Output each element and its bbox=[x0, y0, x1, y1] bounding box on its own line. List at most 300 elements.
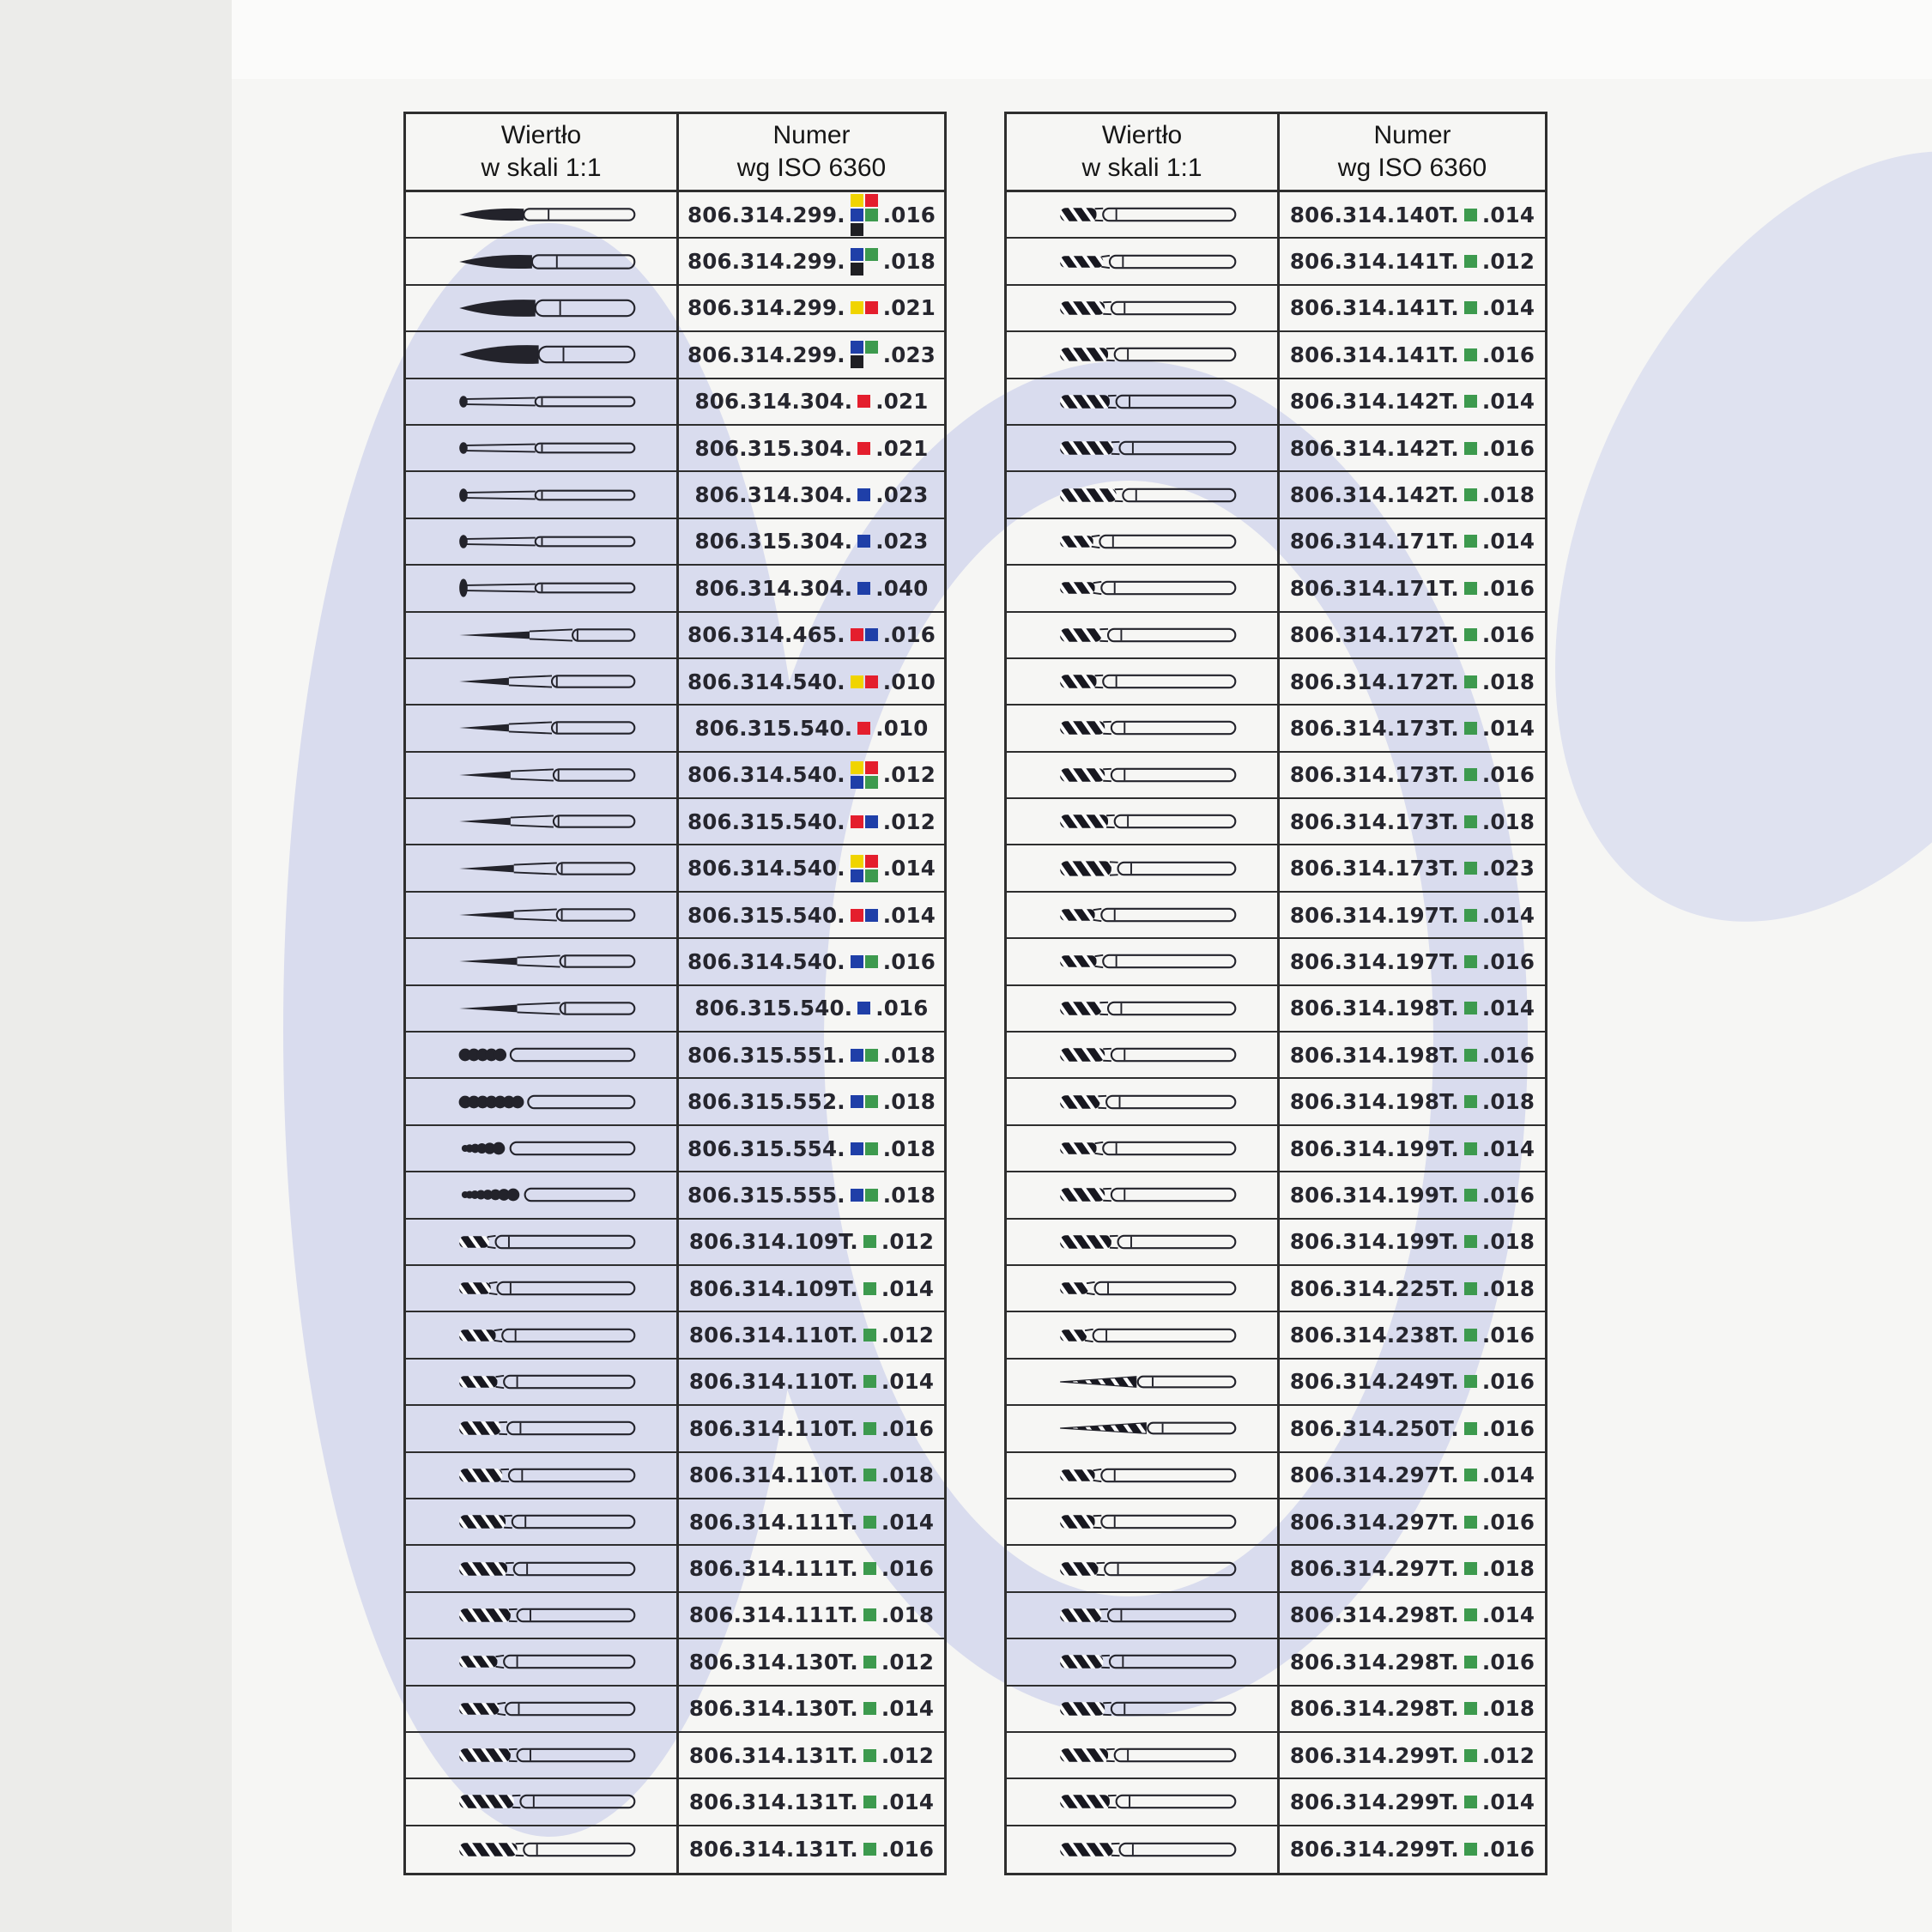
table-row bbox=[1007, 379, 1545, 426]
table-body bbox=[406, 192, 944, 1873]
iso-number-cell bbox=[679, 1312, 944, 1357]
color-square-row bbox=[851, 815, 878, 828]
iso-number-cell bbox=[1280, 519, 1545, 564]
size-value: .018 bbox=[882, 1089, 936, 1115]
table-body bbox=[1007, 192, 1545, 1873]
drill-bit-icon bbox=[1007, 1360, 1277, 1404]
table-row bbox=[1007, 519, 1545, 566]
drill-illustration-cell bbox=[1007, 379, 1280, 424]
color-code-squares bbox=[1464, 1375, 1477, 1388]
green-code-square bbox=[1464, 675, 1477, 688]
color-square-row bbox=[863, 1608, 876, 1621]
table-row bbox=[406, 1453, 944, 1499]
size-value: .018 bbox=[882, 1136, 936, 1161]
iso-number-cell bbox=[679, 472, 944, 517]
drill-illustration-cell bbox=[1007, 753, 1280, 797]
size-value: .012 bbox=[882, 762, 936, 788]
iso-number: 806.314.298T. bbox=[1289, 1649, 1459, 1675]
size-value: .014 bbox=[881, 1369, 935, 1395]
iso-number-cell bbox=[1280, 1593, 1545, 1638]
drill-bit-icon bbox=[406, 1499, 676, 1544]
green-code-square bbox=[863, 1375, 876, 1388]
color-square-row bbox=[1464, 1235, 1477, 1248]
color-square-row bbox=[1464, 722, 1477, 735]
table-row bbox=[1007, 1593, 1545, 1639]
drill-bit-icon bbox=[1007, 893, 1277, 937]
size-value: .016 bbox=[1481, 1182, 1535, 1208]
drill-illustration-cell bbox=[406, 1312, 679, 1357]
drill-bit-icon bbox=[406, 239, 676, 284]
drill-illustration-cell bbox=[1007, 1593, 1280, 1638]
iso-number: 806.314.299. bbox=[687, 202, 845, 227]
color-code-squares bbox=[1464, 1235, 1477, 1248]
size-value: .016 bbox=[1481, 1837, 1535, 1862]
color-square-row bbox=[1464, 348, 1477, 361]
black-code-square bbox=[851, 355, 863, 368]
size-value: .014 bbox=[1481, 902, 1535, 928]
table-row bbox=[1007, 192, 1545, 239]
color-square-row bbox=[851, 1142, 878, 1155]
size-value: .016 bbox=[1481, 342, 1535, 367]
drill-illustration-cell bbox=[1007, 659, 1280, 704]
green-code-square bbox=[1464, 209, 1477, 221]
color-square-row bbox=[851, 955, 878, 968]
iso-number-cell bbox=[1280, 426, 1545, 470]
color-square-row bbox=[851, 341, 878, 354]
green-code-square bbox=[1464, 628, 1477, 641]
size-value: .014 bbox=[1481, 529, 1535, 554]
color-square-row bbox=[857, 442, 870, 455]
drill-illustration-cell bbox=[406, 1126, 679, 1171]
iso-number-cell bbox=[679, 1639, 944, 1684]
color-code-squares bbox=[851, 1049, 878, 1062]
color-code-squares bbox=[851, 815, 878, 828]
blue-code-square bbox=[851, 1049, 863, 1062]
header-line: Wiertło bbox=[1101, 121, 1183, 149]
drill-illustration-cell bbox=[406, 1687, 679, 1731]
size-value: .016 bbox=[1481, 575, 1535, 601]
color-square-row bbox=[1464, 768, 1477, 781]
table-row bbox=[406, 1593, 944, 1639]
color-square-row bbox=[851, 675, 878, 688]
iso-number: 806.314.199T. bbox=[1289, 1229, 1459, 1255]
size-value: .010 bbox=[875, 715, 929, 741]
blue-code-square bbox=[857, 488, 870, 501]
color-square-row bbox=[851, 301, 878, 314]
drill-illustration-cell bbox=[1007, 893, 1280, 937]
color-code-squares bbox=[851, 955, 878, 968]
iso-number: 806.314.109T. bbox=[688, 1275, 858, 1301]
iso-number-cell bbox=[679, 379, 944, 424]
table-row bbox=[1007, 426, 1545, 472]
drill-illustration-cell bbox=[1007, 192, 1280, 237]
iso-number-cell bbox=[1280, 613, 1545, 657]
table-row bbox=[406, 426, 944, 472]
table-row bbox=[1007, 1312, 1545, 1359]
iso-number-cell bbox=[1280, 332, 1545, 377]
color-square-row bbox=[1464, 1562, 1477, 1575]
drill-bit-icon bbox=[406, 1827, 676, 1872]
green-code-square bbox=[865, 1095, 878, 1108]
color-code-squares bbox=[863, 1702, 876, 1715]
color-code-squares bbox=[863, 1656, 876, 1669]
color-square-row bbox=[851, 1189, 878, 1202]
size-value: .012 bbox=[882, 809, 936, 834]
color-code-squares bbox=[1464, 535, 1477, 548]
color-code-squares bbox=[851, 1189, 878, 1202]
drill-bit-icon bbox=[1007, 706, 1277, 750]
color-code-squares bbox=[1464, 1002, 1477, 1014]
table-row bbox=[406, 239, 944, 285]
color-square-row bbox=[1464, 1049, 1477, 1062]
iso-number: 806.314.142T. bbox=[1289, 435, 1459, 461]
iso-number: 806.314.173T. bbox=[1289, 762, 1459, 788]
drill-bit-icon bbox=[1007, 473, 1277, 518]
color-code-squares bbox=[863, 1516, 876, 1529]
color-square-row bbox=[851, 855, 878, 868]
drill-illustration-cell bbox=[406, 845, 679, 890]
color-code-squares bbox=[851, 1142, 878, 1155]
color-code-squares bbox=[1464, 1796, 1477, 1808]
color-square-row bbox=[1464, 1422, 1477, 1435]
color-code-squares bbox=[857, 395, 870, 408]
drill-illustration-cell bbox=[1007, 286, 1280, 330]
drill-illustration-cell bbox=[406, 239, 679, 283]
iso-number: 806.314.250T. bbox=[1289, 1415, 1459, 1441]
iso-number-cell bbox=[679, 239, 944, 283]
table-row bbox=[1007, 1546, 1545, 1592]
drill-bit-icon bbox=[1007, 379, 1277, 424]
color-code-squares bbox=[1464, 1095, 1477, 1108]
drill-illustration-cell bbox=[406, 799, 679, 844]
color-square-row bbox=[1464, 395, 1477, 408]
drill-bit-icon bbox=[406, 1779, 676, 1824]
iso-number: 806.314.299. bbox=[687, 295, 845, 321]
size-value: .012 bbox=[881, 1649, 935, 1675]
table-row bbox=[406, 659, 944, 706]
drill-illustration-cell bbox=[1007, 426, 1280, 470]
color-square-row bbox=[851, 194, 878, 207]
drill-illustration-cell bbox=[406, 1499, 679, 1544]
drill-illustration-cell bbox=[1007, 1360, 1280, 1404]
iso-number: 806.314.225T. bbox=[1289, 1275, 1459, 1301]
drill-bit-icon bbox=[406, 1547, 676, 1591]
table-row bbox=[406, 566, 944, 612]
table-row bbox=[1007, 1220, 1545, 1266]
iso-number-cell bbox=[679, 986, 944, 1031]
color-code-squares bbox=[857, 535, 870, 548]
color-code-squares bbox=[851, 761, 878, 789]
iso-number-cell bbox=[679, 1453, 944, 1498]
iso-number: 806.314.299T. bbox=[1289, 1837, 1459, 1862]
size-value: .018 bbox=[1481, 1089, 1535, 1115]
color-square-row bbox=[1464, 1702, 1477, 1715]
iso-number-cell bbox=[679, 1406, 944, 1451]
color-code-squares bbox=[1464, 1516, 1477, 1529]
iso-number: 806.314.110T. bbox=[688, 1369, 858, 1395]
blue-code-square bbox=[851, 248, 863, 261]
iso-number: 806.314.540. bbox=[687, 856, 845, 881]
green-code-square bbox=[863, 1329, 876, 1341]
table-row bbox=[1007, 472, 1545, 518]
size-value: .018 bbox=[882, 1182, 936, 1208]
iso-number: 806.314.297T. bbox=[1289, 1509, 1459, 1535]
table-row bbox=[406, 939, 944, 985]
green-code-square bbox=[1464, 255, 1477, 268]
size-value: .021 bbox=[875, 389, 929, 415]
color-square-row bbox=[1464, 1329, 1477, 1341]
blue-code-square bbox=[857, 582, 870, 595]
drill-illustration-cell bbox=[1007, 986, 1280, 1031]
drill-illustration-cell bbox=[406, 566, 679, 610]
drill-bit-icon bbox=[1007, 1220, 1277, 1264]
header-line: wg ISO 6360 bbox=[736, 154, 887, 182]
blue-code-square bbox=[851, 776, 863, 789]
table-row bbox=[1007, 893, 1545, 939]
size-value: .014 bbox=[882, 902, 936, 928]
size-value: .014 bbox=[882, 856, 936, 881]
table-row bbox=[406, 893, 944, 939]
size-value: .014 bbox=[1481, 996, 1535, 1021]
table-row bbox=[406, 1546, 944, 1592]
table-row bbox=[406, 1172, 944, 1219]
green-code-square bbox=[1464, 395, 1477, 408]
table-row bbox=[1007, 1033, 1545, 1079]
red-code-square bbox=[865, 675, 878, 688]
iso-number: 806.314.110T. bbox=[688, 1415, 858, 1441]
blue-code-square bbox=[857, 1002, 870, 1014]
color-square-row bbox=[863, 1656, 876, 1669]
color-code-squares bbox=[1464, 1142, 1477, 1155]
green-code-square bbox=[1464, 1749, 1477, 1762]
drill-bit-icon bbox=[1007, 332, 1277, 377]
blue-code-square bbox=[851, 955, 863, 968]
iso-number: 806.314.298T. bbox=[1289, 1602, 1459, 1628]
color-square-row bbox=[857, 1002, 870, 1014]
drill-illustration-cell bbox=[406, 519, 679, 564]
iso-number-cell bbox=[1280, 192, 1545, 237]
color-code-squares bbox=[1464, 909, 1477, 922]
iso-number-cell bbox=[679, 1033, 944, 1077]
iso-number-cell bbox=[1280, 1312, 1545, 1357]
red-code-square bbox=[857, 722, 870, 735]
drill-bit-icon bbox=[1007, 613, 1277, 657]
drill-bit-icon bbox=[406, 659, 676, 704]
color-code-squares bbox=[1464, 1608, 1477, 1621]
table-row bbox=[1007, 1172, 1545, 1219]
table-row bbox=[406, 1687, 944, 1733]
table-row bbox=[1007, 845, 1545, 892]
blue-code-square bbox=[851, 1142, 863, 1155]
color-square-row bbox=[851, 355, 878, 368]
iso-number-cell bbox=[1280, 286, 1545, 330]
drill-illustration-cell bbox=[406, 1172, 679, 1217]
table-row bbox=[406, 1220, 944, 1266]
color-code-squares bbox=[857, 722, 870, 735]
table-row bbox=[406, 379, 944, 426]
column-header-number bbox=[679, 114, 944, 190]
color-code-squares bbox=[1464, 722, 1477, 735]
drill-illustration-cell bbox=[1007, 613, 1280, 657]
color-square-row bbox=[1464, 209, 1477, 221]
red-code-square bbox=[851, 815, 863, 828]
red-code-square bbox=[865, 855, 878, 868]
iso-number-cell bbox=[1280, 1687, 1545, 1731]
color-code-squares bbox=[863, 1562, 876, 1575]
yellow-code-square bbox=[851, 301, 863, 314]
drill-illustration-cell bbox=[1007, 1499, 1280, 1544]
black-code-square bbox=[851, 223, 863, 236]
size-value: .012 bbox=[881, 1323, 935, 1348]
drill-bit-icon bbox=[406, 519, 676, 564]
iso-number-cell bbox=[679, 1172, 944, 1217]
green-code-square bbox=[1464, 1002, 1477, 1014]
green-code-square bbox=[1464, 1189, 1477, 1202]
iso-number-cell bbox=[1280, 939, 1545, 984]
drill-illustration-cell bbox=[406, 613, 679, 657]
drill-bit-icon bbox=[406, 986, 676, 1031]
header-line: Numer bbox=[1373, 121, 1451, 149]
size-value: .014 bbox=[1481, 1136, 1535, 1161]
color-square-row bbox=[1464, 675, 1477, 688]
size-value: .018 bbox=[881, 1602, 935, 1628]
color-code-squares bbox=[1464, 675, 1477, 688]
size-value: .016 bbox=[1481, 1415, 1535, 1441]
size-value: .014 bbox=[881, 1789, 935, 1814]
iso-number-cell bbox=[1280, 379, 1545, 424]
iso-number: 806.314.540. bbox=[687, 948, 845, 974]
drill-bit-icon bbox=[406, 846, 676, 891]
table-row bbox=[406, 1360, 944, 1406]
iso-number-cell bbox=[679, 1687, 944, 1731]
drill-bit-icon bbox=[1007, 1266, 1277, 1311]
green-code-square bbox=[1464, 1095, 1477, 1108]
iso-number-cell bbox=[679, 519, 944, 564]
color-code-squares bbox=[857, 582, 870, 595]
column-header-drill bbox=[1007, 114, 1280, 190]
size-value: .023 bbox=[882, 342, 936, 367]
color-code-squares bbox=[863, 1469, 876, 1481]
column-header-drill bbox=[406, 114, 679, 190]
blue-code-square bbox=[851, 1095, 863, 1108]
color-square-row bbox=[1464, 1002, 1477, 1014]
color-code-squares bbox=[851, 248, 878, 276]
iso-number-cell bbox=[1280, 1220, 1545, 1264]
color-code-squares bbox=[1464, 955, 1477, 968]
table-row bbox=[406, 845, 944, 892]
green-code-square bbox=[863, 1562, 876, 1575]
drill-illustration-cell bbox=[406, 1779, 679, 1824]
size-value: .016 bbox=[881, 1415, 935, 1441]
iso-number: 806.314.299T. bbox=[1289, 1742, 1459, 1768]
iso-number: 806.314.299. bbox=[687, 249, 845, 275]
drill-illustration-cell bbox=[1007, 1826, 1280, 1873]
table-row bbox=[406, 1639, 944, 1686]
table-row bbox=[1007, 1079, 1545, 1125]
color-code-squares bbox=[863, 1796, 876, 1808]
size-value: .012 bbox=[1481, 249, 1535, 275]
size-value: .016 bbox=[882, 202, 936, 227]
size-value: .016 bbox=[1481, 948, 1535, 974]
table-header-row bbox=[1007, 114, 1545, 192]
green-code-square bbox=[1464, 955, 1477, 968]
iso-number-cell bbox=[1280, 1126, 1545, 1171]
green-code-square bbox=[1464, 1702, 1477, 1715]
green-code-square bbox=[863, 1702, 876, 1715]
iso-number: 806.314.540. bbox=[687, 669, 845, 694]
drill-bit-icon bbox=[1007, 1733, 1277, 1778]
color-square-row bbox=[863, 1702, 876, 1715]
color-square-row bbox=[863, 1843, 876, 1856]
iso-number: 806.314.173T. bbox=[1289, 856, 1459, 881]
green-code-square bbox=[863, 1796, 876, 1808]
drill-illustration-cell bbox=[1007, 799, 1280, 844]
table-row bbox=[406, 1826, 944, 1873]
green-code-square bbox=[1464, 1516, 1477, 1529]
green-code-square bbox=[1464, 1282, 1477, 1295]
iso-number: 806.314.109T. bbox=[688, 1229, 858, 1255]
iso-number: 806.314.238T. bbox=[1289, 1323, 1459, 1348]
drill-illustration-cell bbox=[1007, 1033, 1280, 1077]
iso-number-cell bbox=[1280, 799, 1545, 844]
drill-illustration-cell bbox=[1007, 472, 1280, 517]
iso-number-cell bbox=[1280, 1779, 1545, 1824]
color-code-squares bbox=[1464, 1282, 1477, 1295]
color-code-squares bbox=[857, 1002, 870, 1014]
column-header-number bbox=[1280, 114, 1545, 190]
table-row bbox=[406, 1406, 944, 1452]
size-value: .018 bbox=[1481, 1696, 1535, 1722]
size-value: .023 bbox=[1481, 856, 1535, 881]
size-value: .018 bbox=[1481, 1229, 1535, 1255]
table-row bbox=[1007, 1266, 1545, 1312]
iso-number: 806.314.198T. bbox=[1289, 996, 1459, 1021]
header-line: w skali 1:1 bbox=[1081, 154, 1202, 182]
iso-number: 806.314.131T. bbox=[688, 1837, 858, 1862]
iso-number: 806.314.141T. bbox=[1289, 249, 1459, 275]
size-value: .016 bbox=[1481, 622, 1535, 648]
table-row bbox=[1007, 613, 1545, 659]
iso-number: 806.314.198T. bbox=[1289, 1089, 1459, 1115]
size-value: .016 bbox=[1481, 1369, 1535, 1395]
drill-illustration-cell bbox=[1007, 519, 1280, 564]
size-value: .012 bbox=[881, 1229, 935, 1255]
green-code-square bbox=[865, 776, 878, 789]
color-square-row bbox=[1464, 1142, 1477, 1155]
color-code-squares bbox=[863, 1608, 876, 1621]
drill-illustration-cell bbox=[406, 1406, 679, 1451]
header-line: wg ISO 6360 bbox=[1337, 154, 1487, 182]
color-code-squares bbox=[1464, 1469, 1477, 1481]
table-row bbox=[406, 472, 944, 518]
color-square-row bbox=[1464, 628, 1477, 641]
color-square-row bbox=[863, 1562, 876, 1575]
drill-bit-icon bbox=[406, 613, 676, 657]
iso-number: 806.314.131T. bbox=[688, 1789, 858, 1814]
iso-number-cell bbox=[1280, 986, 1545, 1031]
drill-illustration-cell bbox=[1007, 1639, 1280, 1684]
iso-number: 806.314.111T. bbox=[688, 1602, 858, 1628]
color-square-row bbox=[1464, 909, 1477, 922]
size-value: .012 bbox=[881, 1742, 935, 1768]
table-row bbox=[406, 1499, 944, 1546]
iso-number: 806.314.141T. bbox=[1289, 295, 1459, 321]
drill-illustration-cell bbox=[406, 379, 679, 424]
drill-bit-icon bbox=[1007, 519, 1277, 564]
color-code-squares bbox=[1464, 442, 1477, 455]
drill-illustration-cell bbox=[1007, 1687, 1280, 1731]
color-square-row bbox=[1464, 1749, 1477, 1762]
